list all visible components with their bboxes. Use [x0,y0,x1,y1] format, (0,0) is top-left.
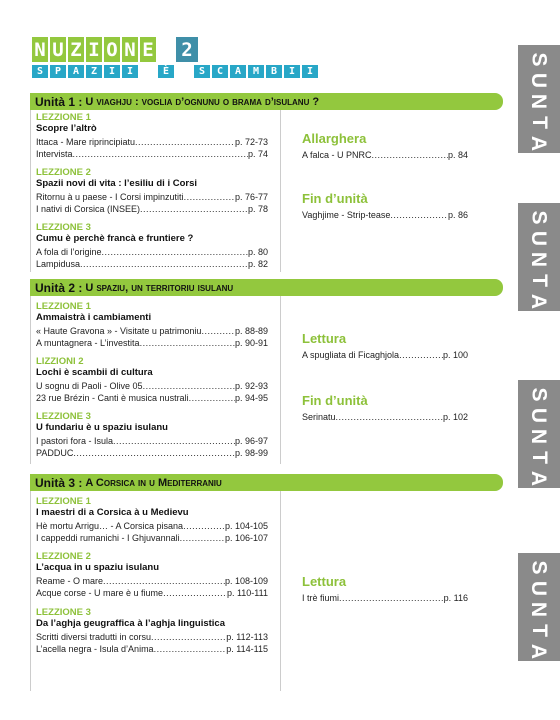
title-letter: N [32,37,48,62]
unit-number: Unità 3 : [35,475,83,490]
side-section [302,331,468,361]
side-tab-letter: T [527,451,551,464]
unit-header [30,279,503,296]
subtitle-letter: S [32,65,48,78]
column-divider [280,296,281,464]
toc-entry[interactable] [36,337,268,349]
toc-entry[interactable] [36,191,268,203]
column-divider [280,110,281,272]
entry-page: p. 102 [442,412,468,422]
side-tab-letter: N [527,601,551,618]
side-tab-letter: U [527,72,551,89]
side-section-heading: Fin d’unità [302,191,368,206]
subtitle-letter: C [212,65,228,78]
entry-text: Scritti diversi tradutti in corsu [36,632,152,642]
toc-entry[interactable] [36,246,268,258]
entry-text: Vaghjime - Strip-tease [302,210,391,220]
section-subtitle [32,65,318,78]
toc-entry[interactable] [302,349,468,361]
lesson [36,356,268,404]
entry-page: p. 78 [247,204,268,214]
side-tab-letter: U [527,407,551,424]
unit-title: A Corsica in u Mediterraniu [85,476,222,489]
subtitle-letter: È [158,65,174,78]
entry-text: « Haute Gravona » - Visitate u patrimoniu [36,326,202,336]
toc-entry[interactable] [302,149,468,161]
subtitle-space [176,65,192,78]
leader-dots [73,148,248,160]
leader-dots [399,349,443,361]
lesson [36,167,268,215]
lesson [36,301,268,349]
entry-text: I pastori fora - Isula [36,436,114,446]
entry-text: I nativi di Corsica (INSEE) [36,204,141,214]
section-title [32,37,198,62]
lesson [36,496,268,544]
entry-text: I cappeddi rumanichi - I Ghjuvannali [36,533,180,543]
toc-entry[interactable] [36,575,268,587]
toc-entry[interactable] [36,203,268,215]
toc-entry[interactable] [36,587,268,599]
entry-page: p. 90-91 [234,338,268,348]
entry-text: Hè mortu Arrigu… - A Corsica pisana [36,521,184,531]
entry-page: p. 72-73 [234,137,268,147]
side-tab-sunta[interactable] [518,380,560,488]
entry-page: p. 74 [247,149,268,159]
toc-entry[interactable] [36,325,268,337]
entry-page: p. 86 [447,210,468,220]
entry-text: I trè fiumi [302,593,340,603]
title-letter: I [86,37,102,62]
leader-dots [189,392,235,404]
toc-entry[interactable] [36,631,268,643]
entry-text: A spugliata di Ficaghjola [302,350,400,360]
entry-page: p. 94-95 [234,393,268,403]
entry-page: p. 112-113 [226,632,268,642]
toc-entry[interactable] [302,209,468,221]
lesson-title: Lochi è scambii di cultura [36,367,153,378]
entry-text: Acque corse - U mare è u fiume [36,588,164,598]
side-tab-sunta[interactable] [518,45,560,153]
column-divider [30,296,31,464]
leader-dots [372,149,448,161]
leader-dots [180,532,225,544]
toc-entry[interactable] [36,447,268,459]
title-space [158,37,174,62]
leader-dots [201,325,235,337]
side-section [302,191,468,221]
subtitle-letter: I [104,65,120,78]
leader-dots [183,520,225,532]
side-tab-letter: U [527,230,551,247]
side-tab-letter: T [527,116,551,129]
side-tab-letter: A [527,293,551,310]
entry-page: p. 110-111 [226,588,268,598]
entry-text: Serinatu [302,412,336,422]
title-letter: Z [68,37,84,62]
entry-page: p. 114-115 [226,644,268,654]
subtitle-space [140,65,156,78]
toc-entry[interactable] [36,643,268,655]
leader-dots [140,337,235,349]
entry-page: p. 98-99 [234,448,268,458]
side-tab-letter: A [527,643,551,660]
entry-text: Lampidusa [36,259,81,269]
entry-page: p. 88-89 [234,326,268,336]
side-section-heading: Lettura [302,331,347,346]
lesson [36,551,268,599]
entry-text: U sognu di Paoli - Olive 05 [36,381,143,391]
entry-text: A fola di l’origine [36,247,102,257]
lesson [36,222,268,270]
lesson-title: Da l’aghja geugraffica à l’aghja linguistica [36,618,225,629]
toc-entry[interactable] [36,136,268,148]
unit-header [30,474,503,491]
unit-number: Unità 1 : [35,94,83,109]
title-letter: U [50,37,66,62]
lesson-number: LEZZIONE 2 [36,551,91,562]
leader-dots [163,587,227,599]
entry-text: A muntagnera - L’investita [36,338,140,348]
lesson-title: L’acqua in u spaziu isulanu [36,562,159,573]
entry-page: p. 116 [443,593,468,603]
entry-page: p. 106-107 [224,533,268,543]
lesson-number: LEZZIONE 3 [36,607,91,618]
leader-dots [154,643,227,655]
subtitle-letter: I [122,65,138,78]
side-section [302,393,468,423]
unit-title: U spaziu, un territoriu isulanu [85,281,234,294]
entry-page: p. 104-105 [224,521,268,531]
column-divider [280,491,281,691]
subtitle-letter: I [302,65,318,78]
toc-entry[interactable] [36,520,268,532]
lesson [36,607,268,655]
unit-title: U viaghju : voglia d’ognunu o brama d’isulanu ? [85,95,320,108]
lesson [36,411,268,459]
lesson [36,112,268,160]
toc-entry[interactable] [36,435,268,447]
subtitle-letter: A [230,65,246,78]
title-number: 2 [176,37,198,62]
toc-entry[interactable] [36,380,268,392]
side-tab-letter: N [527,93,551,110]
subtitle-letter: S [194,65,210,78]
lesson-number: LEZZIONE 1 [36,112,91,123]
unit-header [30,93,503,110]
side-tab-sunta[interactable] [518,203,560,311]
lesson-number: LEZZIONE 3 [36,411,91,422]
leader-dots [135,136,235,148]
subtitle-letter: B [266,65,282,78]
leader-dots [143,380,235,392]
side-tab-letter: N [527,251,551,268]
entry-text: 23 rue Brézin - Canti è musica nustrali [36,393,189,403]
side-section-heading: Allarghera [302,131,367,146]
lesson-number: LEZZIONE 3 [36,222,91,233]
leader-dots [390,209,448,221]
entry-text: Intervista [36,149,73,159]
lesson-number: LEZZIONE 1 [36,301,91,312]
side-section [302,574,468,604]
entry-page: p. 82 [247,259,268,269]
leader-dots [113,435,235,447]
entry-text: Ritornu à u paese - I Corsi impinzutiti [36,192,184,202]
lesson-title: Scopre l’altrò [36,123,97,134]
subtitle-letter: I [284,65,300,78]
side-section [302,131,468,161]
title-letter: E [140,37,156,62]
lesson-number: LEZZIONE 2 [36,167,91,178]
leader-dots [102,246,248,258]
entry-page: p. 76-77 [234,192,268,202]
leader-dots [80,258,248,270]
side-section-heading: Fin d’unità [302,393,368,408]
entry-page: p. 96-97 [234,436,268,446]
leader-dots [151,631,226,643]
side-tab-sunta[interactable] [518,553,560,661]
side-tab-letter: S [527,210,551,225]
leader-dots [184,191,235,203]
entry-text: L’acella negra - Isula d’Anima [36,644,154,654]
leader-dots [73,447,235,459]
side-section-heading: Lettura [302,574,347,589]
subtitle-letter: Z [86,65,102,78]
leader-dots [140,203,248,215]
subtitle-letter: P [50,65,66,78]
lesson-number: LEZZIONE 1 [36,496,91,507]
toc-entry[interactable] [36,258,268,270]
title-letter: O [104,37,120,62]
side-tab-letter: N [527,428,551,445]
entry-page: p. 100 [442,350,468,360]
side-tab-letter: S [527,560,551,575]
side-tab-letter: A [527,470,551,487]
entry-text: A falca - U PNRC [302,150,372,160]
lesson-title: U fundariu è u spaziu isulanu [36,422,168,433]
entry-page: p. 92-93 [234,381,268,391]
side-tab-letter: U [527,580,551,597]
lesson-title: Ammaistrà i cambiamenti [36,312,152,323]
side-tab-letter: A [527,135,551,152]
toc-entry[interactable] [36,148,268,160]
column-divider [30,491,31,691]
entry-page: p. 80 [247,247,268,257]
side-tab-letter: T [527,624,551,637]
side-tab-letter: S [527,52,551,67]
toc-entry[interactable] [36,532,268,544]
entry-text: PADDUC [36,448,74,458]
entry-text: Ittaca - Mare riprincipiatu [36,137,136,147]
toc-entry[interactable] [36,392,268,404]
title-letter: N [122,37,138,62]
entry-page: p. 108-109 [224,576,268,586]
subtitle-letter: M [248,65,264,78]
lesson-title: I maestri di a Corsica à u Medievu [36,507,189,518]
lesson-number: LIZZIONI 2 [36,356,84,367]
column-divider [30,110,31,272]
subtitle-letter: A [68,65,84,78]
toc-entry[interactable] [302,411,468,423]
side-tab-letter: S [527,387,551,402]
side-tab-letter: T [527,274,551,287]
leader-dots [103,575,225,587]
leader-dots [339,592,444,604]
toc-entry[interactable] [302,592,468,604]
entry-page: p. 84 [447,150,468,160]
lesson-title: Cumu è perchè francà e fruntiere ? [36,233,194,244]
unit-number: Unità 2 : [35,280,83,295]
leader-dots [336,411,443,423]
entry-text: Reame - O mare [36,576,104,586]
lesson-title: Spazii novi di vita : l’esiliu di i Corsi [36,178,198,189]
